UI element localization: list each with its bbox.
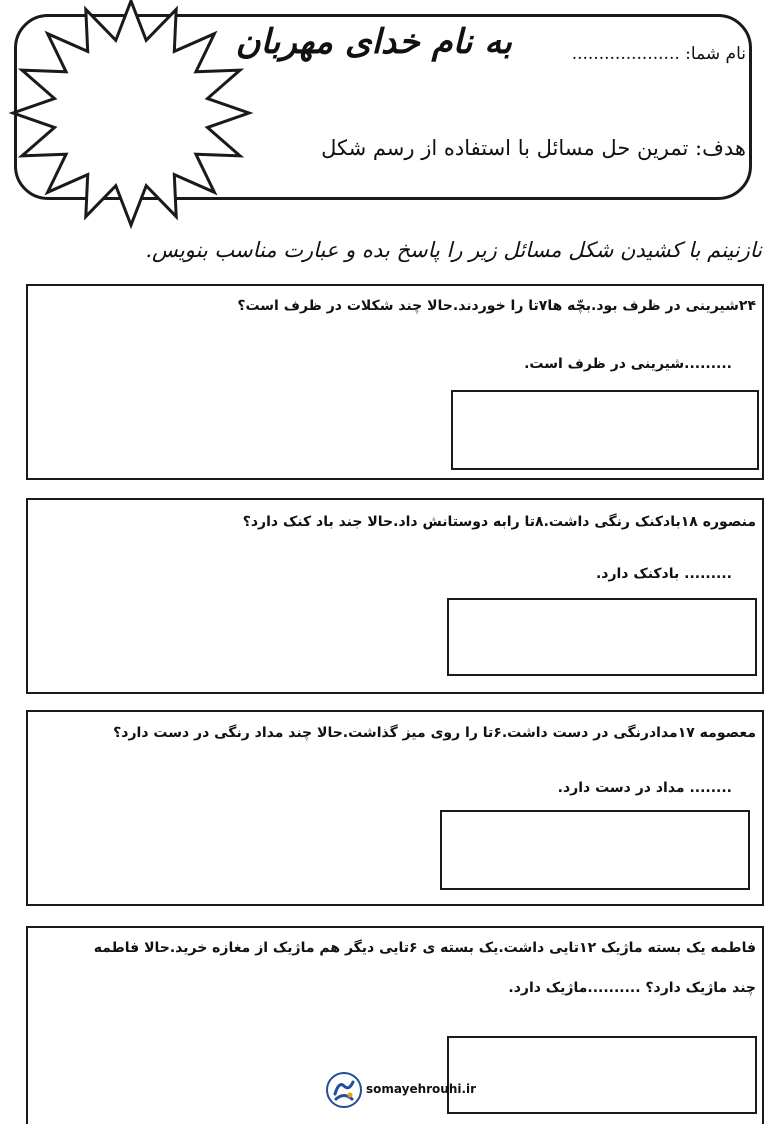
website-link[interactable]: somayehrouhi.ir — [366, 1082, 477, 1096]
instruction-text: نازنینم با کشیدن شکل مسائل زیر را پاسخ بده و عبارت مناسب بنویس. — [145, 238, 762, 262]
drawing-box-2[interactable] — [447, 598, 757, 676]
question-text-2: منصوره ۱۸بادکنک رنگی داشت.۸تا رابه دوستانش داد.حالا جند باد کنک دارد؟ — [242, 514, 756, 530]
page-title: به نام خدای مهربان — [235, 22, 512, 62]
drawing-box-4[interactable] — [447, 1036, 757, 1114]
starburst-shape — [0, 0, 262, 232]
question-text-4: فاطمه یک بسته ماژیک ۱۲تایی داشت.یک بسته ی ۶تایی دیگر هم ماژیک از مغازه خرید.حالا فاطمه چند ماژیک دارد؟ ..........ماژیک دارد. — [93, 940, 756, 996]
drawing-box-3[interactable] — [440, 810, 750, 890]
question-text-3: معصومه ۱۷مدادرنگی در دست داشت.۶تا را روی میز گذاشت.حالا چند مداد رنگی در دست دارد؟ — [113, 725, 756, 741]
drawing-box-1[interactable] — [451, 390, 759, 470]
answer-line-2: ......... بادکنک دارد. — [595, 566, 732, 582]
brand-logo-icon — [326, 1072, 362, 1108]
question-text-1: ۲۴شیرینی در ظرف بود.بچّه ها۷تا را خوردند.حالا چند شکلات در ظرف است؟ — [237, 298, 756, 314]
answer-line-1: .........شیرینی در ظرف است. — [524, 356, 732, 372]
answer-line-3: ........ مداد در دست دارد. — [557, 780, 732, 796]
goal-text: هدف: تمرین حل مسائل با استفاده از رسم شکل — [321, 136, 746, 160]
name-field-label: نام شما: .................... — [571, 44, 746, 64]
